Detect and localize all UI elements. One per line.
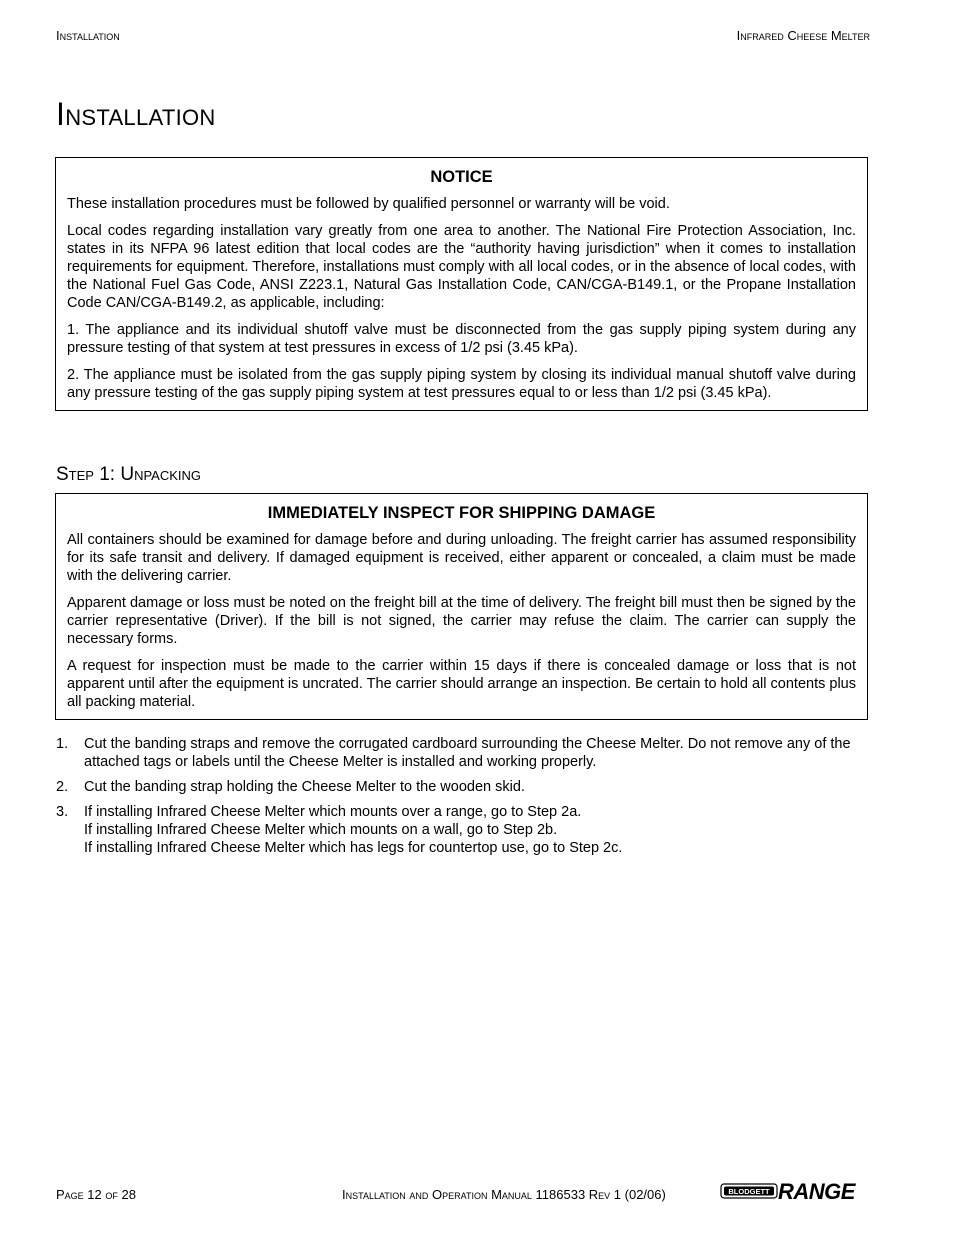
shipping-damage-paragraph: A request for inspection must be made to the carrier within 15 days if there is concealed damage or loss that is not apparent until after the equipment is uncrated. The carrier should arrange an inspection. Be certain to hold all contents plus all packing material. [67,658,856,710]
step-text: If installing Infrared Cheese Melter which mounts on a wall, go to Step 2b. [84,822,558,838]
step-text: Cut the banding strap holding the Cheese Melter to the wooden skid. [84,779,525,795]
logo-large-text: RANGE [778,1179,855,1204]
shipping-damage-paragraph: Apparent damage or loss must be noted on the freight bill at the time of delivery. The freight bill must then be signed by the carrier representative (Driver). If the bill is not signed, the carrier may refuse the claim. The carrier can supply the necessary forms. [67,595,856,647]
manual-reference: Installation and Operation Manual 1186533 Rev 1 (02/06) [342,1187,666,1202]
shipping-damage-paragraph: All containers should be examined for damage before and during unloading. The freight carrier has assumed responsibility for its safe transit and delivery. If damaged equipment is received, either apparent or concealed, a claim must be made with the delivering carrier. [67,532,856,584]
shipping-damage-title: IMMEDIATELY INSPECT FOR SHIPPING DAMAGE [267,504,656,522]
step-text: If installing Infrared Cheese Melter which has legs for countertop use, go to Step 2c. [84,840,623,856]
page-number: Page 12 of 28 [56,1187,136,1202]
running-header-product: Infrared Cheese Melter [736,28,870,43]
step1-heading: Step 1: Unpacking [56,464,202,485]
step-number: 3. [56,804,69,820]
notice-title: NOTICE [430,168,493,186]
notice-paragraph: These installation procedures must be followed by qualified personnel or warranty will be void. [67,196,670,212]
blodgett-range-logo [720,1178,862,1204]
notice-paragraph: Local codes regarding installation vary greatly from one area to another. The National Fire Protection Association, Inc. states in its NFPA 96 latest edition that local codes are the “authority having jurisdiction” when it comes to installation requirements for equipment. Therefore, installations must comply with all local codes, or in the absence of local codes, with the National Fuel Gas Code, ANSI Z223.1, Natural Gas Installation Code, CAN/CGA-B149.1, or the Propane Installation Code CAN/CGA-B149.2, as applicable, including: [67,223,856,311]
shipping-damage-box [55,493,868,720]
list-item [56,778,870,796]
list-item [56,735,870,771]
logo-small-text: BLODGETT [728,1187,770,1196]
notice-paragraph: 2. The appliance must be isolated from the gas supply piping system by closing its individual manual shutoff valve during any pressure testing of the gas supply piping system at test pressures equal to or less than 1/2 psi (3.45 kPa). [67,367,856,401]
running-header-section: Installation [56,28,120,43]
list-item [56,803,870,857]
unpacking-steps-list [56,735,870,864]
notice-paragraph: 1. The appliance and its individual shutoff valve must be disconnected from the gas supply piping system during any pressure testing of that system at test pressures in excess of 1/2 psi (3.45 kPa). [67,322,856,356]
step-number: 1. [56,736,69,752]
step-text: Cut the banding straps and remove the corrugated cardboard surrounding the Cheese Melter. Do not remove any of the attached tags or labels until the Cheese Melter is installed and working properly. [84,736,851,770]
step-number: 2. [56,779,69,795]
page-title: Installation [56,96,216,132]
step-text: If installing Infrared Cheese Melter which mounts over a range, go to Step 2a. [84,804,582,820]
notice-box [55,157,868,411]
